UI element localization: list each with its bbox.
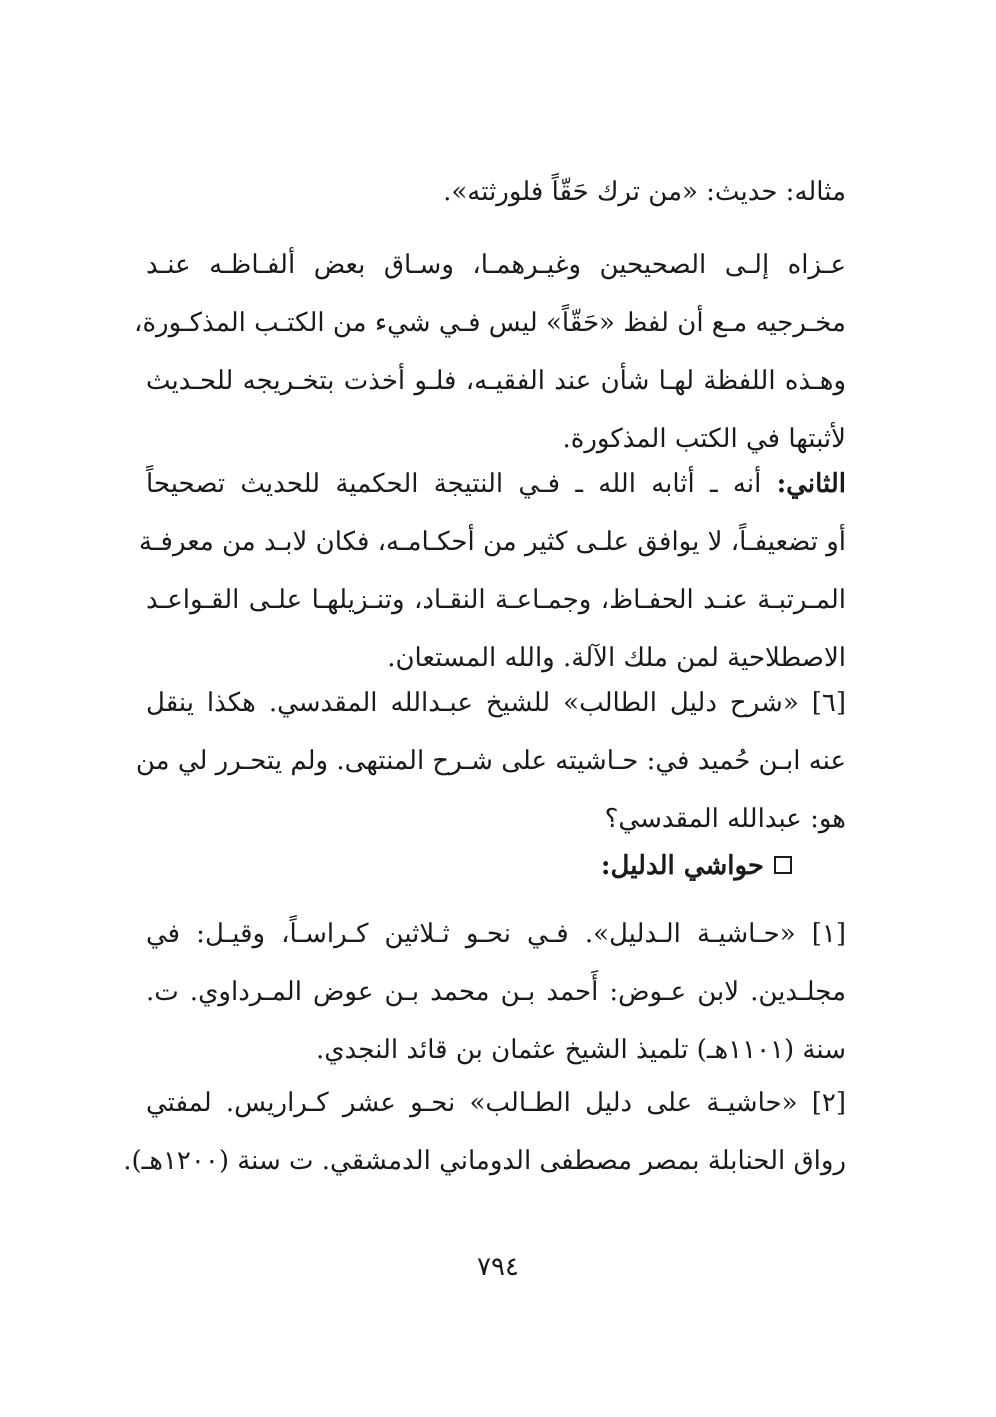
text-line: [١] «حـاشيـة الـدليل». فـي نحـو ثـلاثين كـراسـاً، وقيـل: في xyxy=(146,919,846,949)
text-line: لأثبتها في الكتب المذكورة. xyxy=(562,424,846,454)
second-point-label: الثاني: xyxy=(776,469,846,499)
entry-6 xyxy=(135,674,846,848)
paragraph-example xyxy=(146,163,846,221)
text-line: [٦] «شرح دليل الطالب» للشيخ عبـدالله المقدسي. هكذا ينقل xyxy=(146,688,846,718)
text-line: مجلـدين. لابن عـوض: أَحمد بـن محمد بـن عوض المـرداوي. ت. xyxy=(146,977,846,1007)
heading-text: حواشي الدليل: xyxy=(600,851,764,881)
text-line: [٢] «حاشيـة على دليل الطـالب» نحـو عشر كـراريس. لمفتي xyxy=(146,1088,846,1118)
text-line: عـزاه إلـى الصحيحين وغيـرهمـا، وسـاق بعض ألفـاظـه عنـد xyxy=(146,250,846,280)
text-line: مخـرجيه مـع أن لفظ «حَقّاً» ليس فـي شيء من الكتـب المذكـورة، xyxy=(134,308,846,338)
paragraph-attribution xyxy=(134,236,846,468)
text-line: وهـذه اللفظة لهـا شأن عند الفقيـه، فلـو أخذت بتخـريجه للحـديث xyxy=(146,366,846,396)
text-line: سنة (١١٠١هـ) تلميذ الشيخ عثمان بن قائد النجدي. xyxy=(316,1035,846,1065)
square-bullet-icon xyxy=(774,856,792,874)
text-line: رواق الحنابلة بمصر مصطفى الدوماني الدمشقي. ت سنة (١٢٠٠هـ). xyxy=(123,1146,846,1176)
text-line: مثاله: حديث: «من ترك حَقّاً فلورثته». xyxy=(443,177,846,207)
text-line: المـرتبـة عنـد الحفـاظ، وجمـاعـة النقـاد، وتنـزيلهـا علـى القـواعـد xyxy=(146,585,846,615)
text-line: الاصطلاحية لمن ملك الآلة. والله المستعان. xyxy=(387,643,846,673)
entry-1 xyxy=(146,905,846,1079)
text-line: أو تضعيفـاً، لا يوافق علـى كثير من أحكـامـه، فكان لابـد من معرفـة xyxy=(138,527,846,557)
paragraph-second-point xyxy=(138,455,846,687)
section-heading xyxy=(92,837,792,895)
page-number: ٧٩٤ xyxy=(477,1252,519,1282)
text-line: هو: عبدالله المقدسي؟ xyxy=(604,804,846,834)
text-line: عنه ابـن حُميد في: حـاشيته على شـرح المنتهى. ولم يتحـرر لي من xyxy=(135,746,846,776)
text-fragment: أنه ـ أثابه الله ـ فـي النتيجة الحكمية للحديث تصحيحاً xyxy=(146,469,777,499)
heading-line xyxy=(92,837,792,895)
text-line xyxy=(146,455,846,513)
entry-2 xyxy=(123,1074,846,1190)
